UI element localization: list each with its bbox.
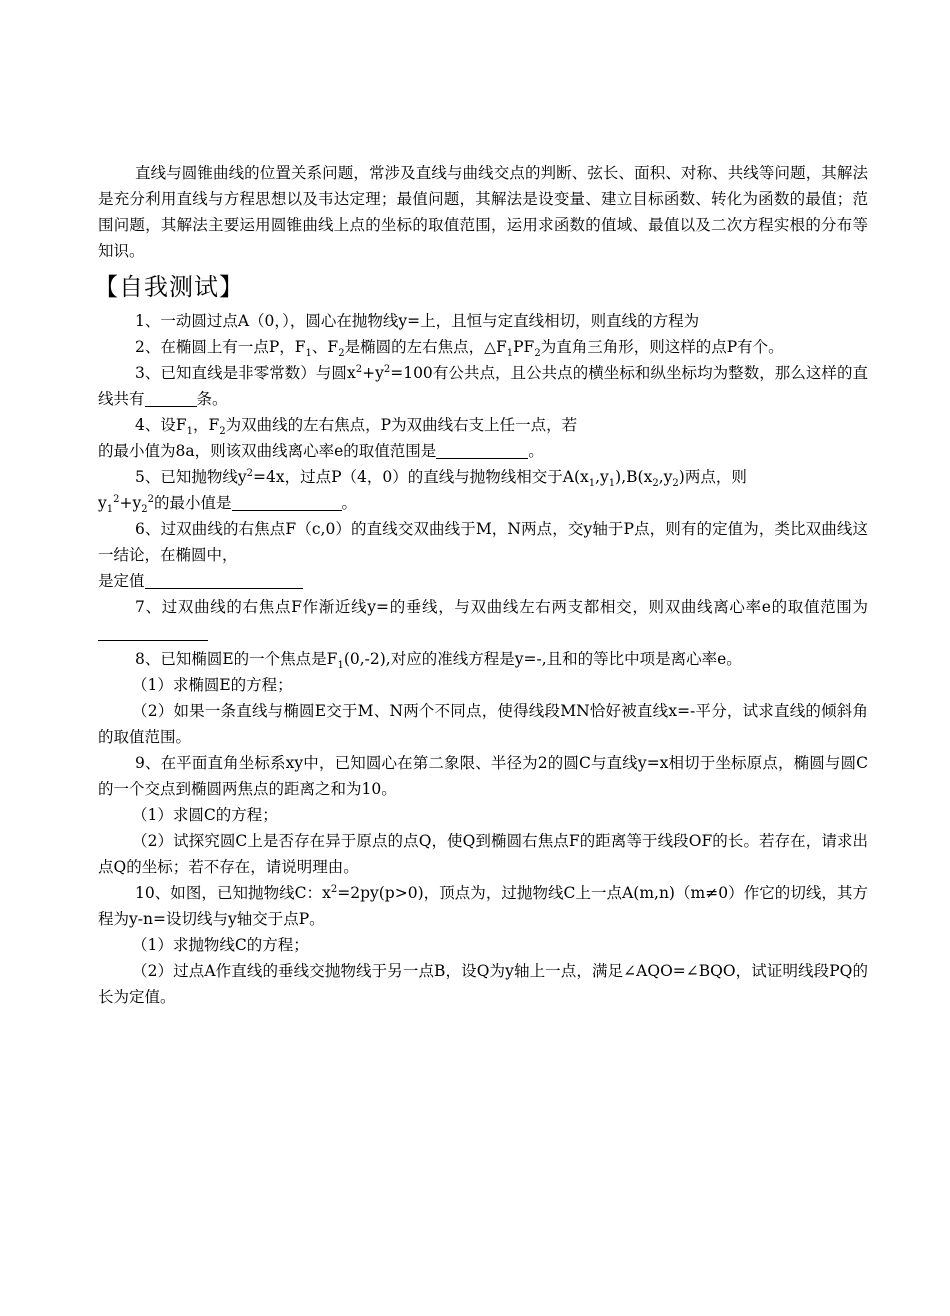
answer-blank[interactable] — [98, 622, 208, 641]
question-10-part-1: （1）求抛物线C的方程； — [132, 936, 309, 954]
question-6: 6、过双曲线的右焦点F（c,0）的直线交双曲线于M，N两点，交y轴于P点，则有的定值为，类比双曲线这一结论，在椭圆中， — [98, 520, 868, 564]
question-9-part-2: （2）试探究圆C上是否存在异于原点的点Q，使Q到椭圆右焦点F的距离等于线段OF的长。若存在，请求出点Q的坐标；若不存在，请说明理由。 — [98, 832, 868, 876]
question-6-line2: 是定值 — [98, 568, 868, 594]
intro-paragraph: 直线与圆锥曲线的位置关系问题，常涉及直线与曲线交点的判断、弦长、面积、对称、共线等问题，其解法是充分利用直线与方程思想以及韦达定理；最值问题，其解法是设变量、建立目标函数、转化为函数的最值；范围问题，其解法主要运用圆锥曲线上点的坐标的取值范围，运用求函数的值域、最值以及二次方程实根的分布等知识。 — [98, 164, 868, 260]
question-4: 4、设$F_1$，$F_2$为双曲线的左右焦点，P为双曲线右支上任一点，若 — [135, 416, 578, 438]
question-9: 9、在平面直角坐标系xy中，已知圆心在第二象限、半径为2的圆C与直线y=x相切于坐标原点，椭圆与圆C的一个交点到椭圆两焦点的距离之和为10。 — [98, 754, 868, 798]
question-8-part-2: （2）如果一条直线与椭圆E交于M、N两个不同点，使得线段MN恰好被直线x=-平分，试求直线的倾斜角的取值范围。 — [98, 702, 868, 746]
answer-blank[interactable] — [145, 388, 197, 407]
section-title: 【自我测试】 — [94, 273, 244, 301]
question-8-part-1: （1）求椭圆E的方程； — [132, 676, 293, 694]
question-9-part-1: （1）求圆C的方程； — [132, 806, 278, 824]
question-10-part-2: （2）过点A作直线的垂线交抛物线于另一点B，设Q为y轴上一点，满足∠AQO=∠BQO，试证明线段PQ的长为定值。 — [98, 962, 868, 1006]
question-7: 7、过双曲线的右焦点F作渐近线y=的垂线，与双曲线左右两支都相交，则双曲线离心率e的取值范围为 — [98, 594, 868, 646]
document-body — [94, 160, 869, 1010]
question-1: 1、一动圆过点A（0，），圆心在抛物线y=上，且恒与定直线相切，则直线的方程为 — [135, 312, 700, 330]
question-8: 8、已知椭圆E的一个焦点是$F_1(0,-2)$,对应的准线方程是y=-,且和的等比中项是离心率e。 — [135, 650, 742, 672]
question-10: 10、如图，已知抛物线C：$x^2=2py(p>0)$，顶点为，过抛物线C上一点A(m,n)（m≠0）作它的切线，其方程为y-n=设切线与y轴交于点P。 — [98, 883, 868, 928]
question-4-line2: 的最小值为8a，则该双曲线离心率e的取值范围是 。 — [98, 442, 544, 460]
question-5: 5、已知抛物线$y^2=4x$，过点P（4，0）的直线与抛物线相交于$A(x_1,y_1),B(x_2,y_2)$两点，则 $y_1^2+y_2^2$的最小值是 。 — [98, 467, 747, 516]
question-3: 3、已知直线是非零常数）与圆$x^2+y^2=100$有公共点，且公共点的横坐标和纵坐标均为整数，那么这样的直线共有 条。 — [98, 363, 869, 408]
question-2: 2、在椭圆上有一点P，$F_1$、$F_2$是椭圆的左右焦点，$\triangle F_1PF_2$为直角三角形，则这样的点P有个。 — [135, 338, 784, 360]
answer-blank[interactable] — [145, 570, 303, 589]
answer-blank[interactable] — [232, 492, 342, 511]
answer-blank[interactable] — [436, 440, 528, 459]
